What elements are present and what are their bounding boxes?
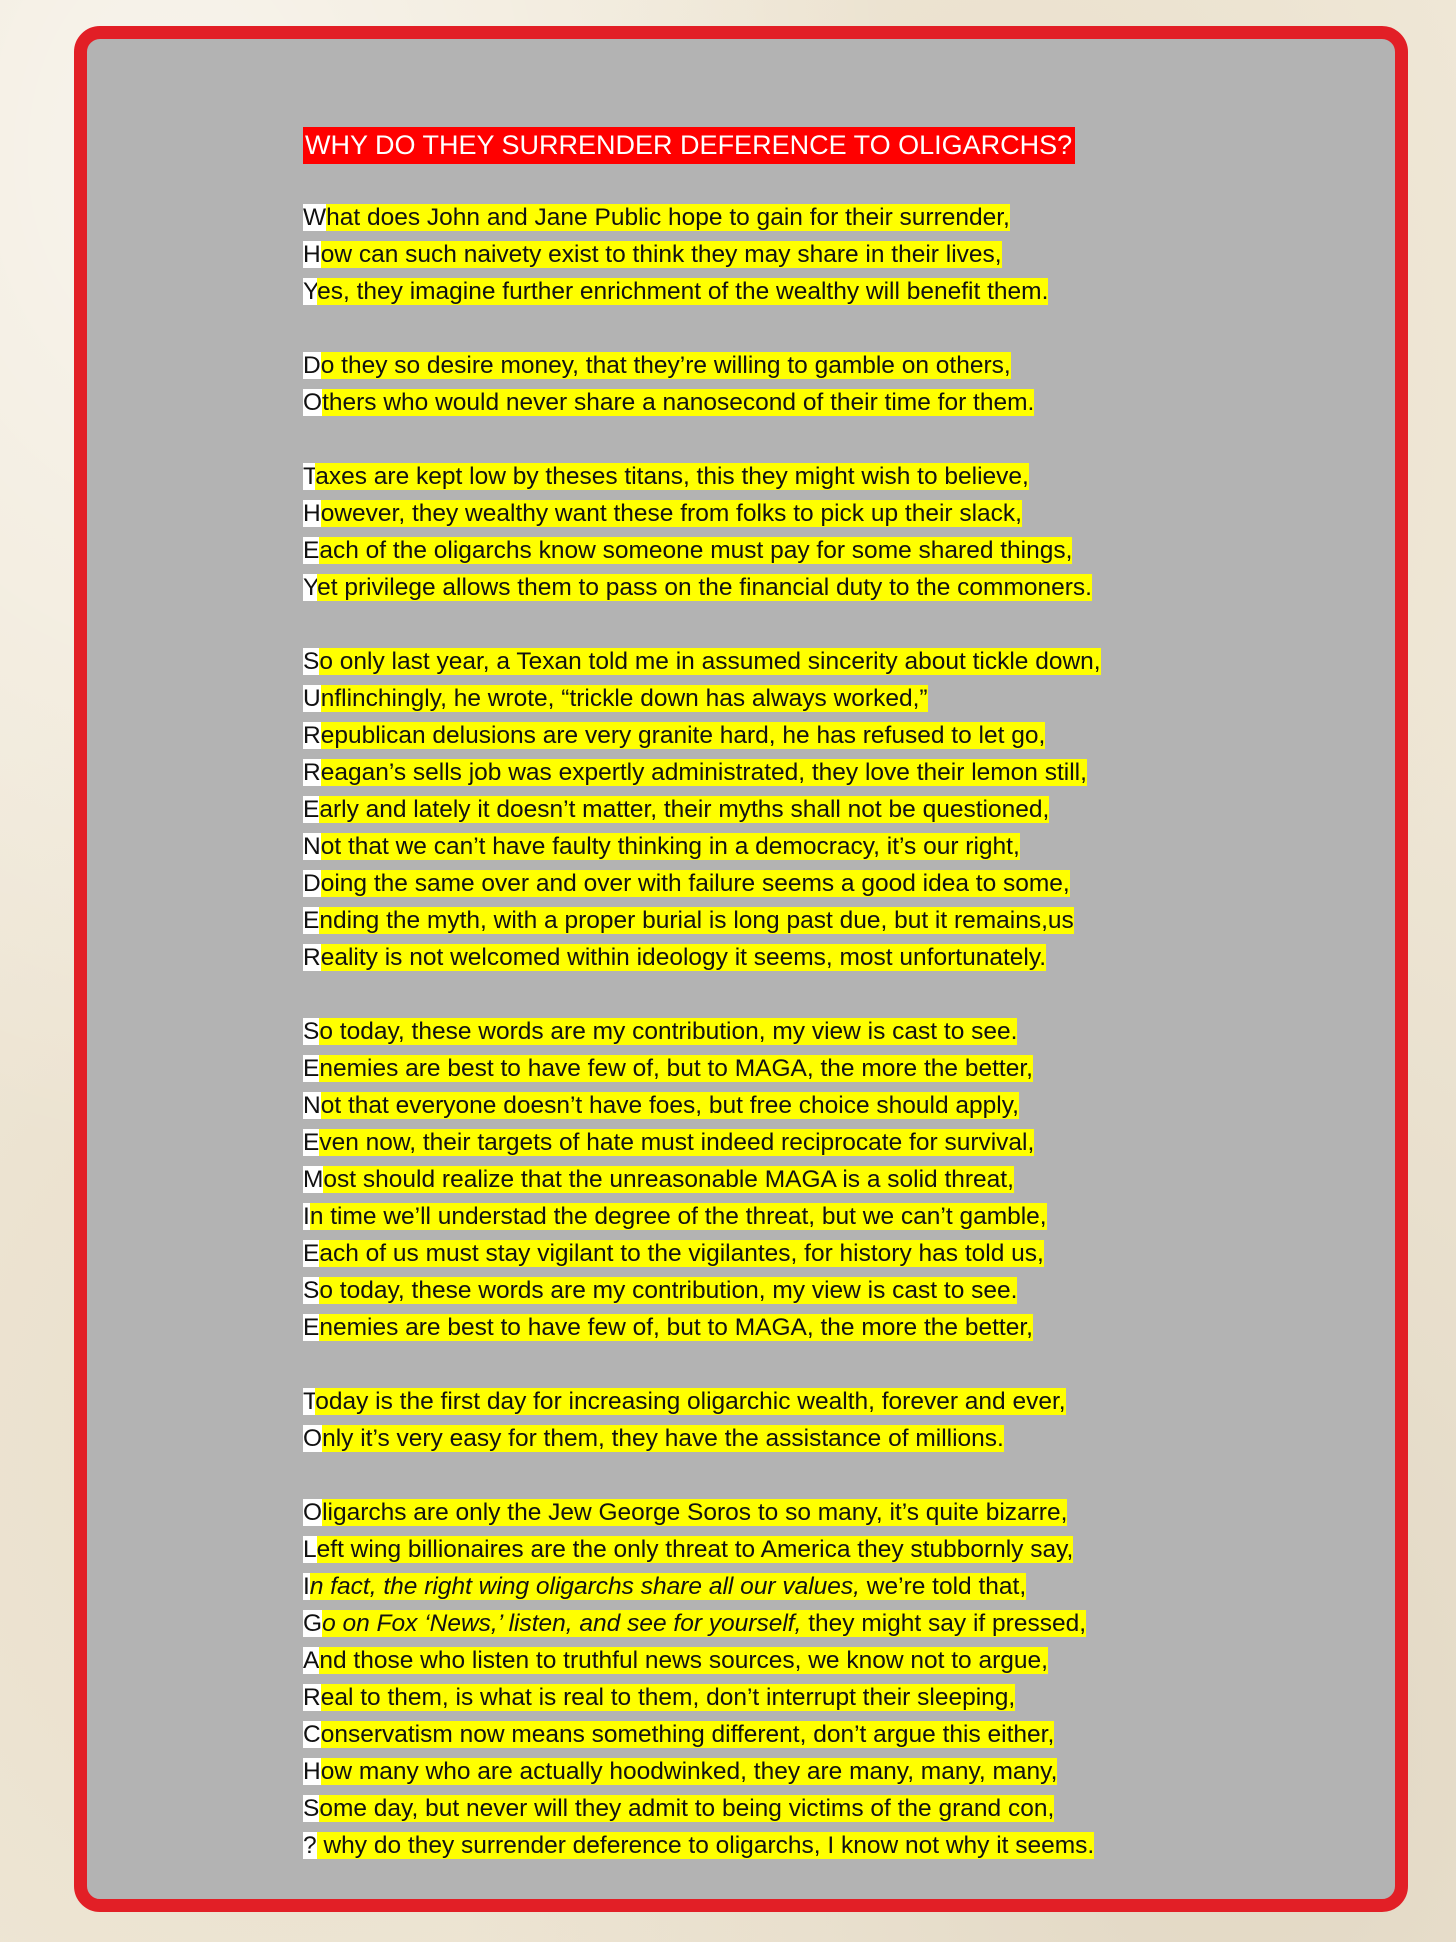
stanza-gap (303, 1459, 1323, 1496)
line-text: o today, these words are my contribution, my view is cast to see. (319, 1277, 1018, 1304)
acrostic-letter: S (303, 1277, 320, 1304)
acrostic-letter: N (303, 833, 321, 860)
acrostic-letter: Y (303, 278, 318, 305)
line-text: ost should realize that the unreasonable MAGA is a solid threat, (323, 1166, 1014, 1193)
stanza (303, 349, 1323, 423)
poem-line (303, 1533, 1323, 1570)
line-text: ot that we can’t have faulty thinking in a democracy, it’s our right, (320, 833, 1020, 860)
line-text: axes are kept low by theses titans, this they might wish to believe, (315, 463, 1029, 490)
line-text: nemies are best to have few of, but to MAGA, the more the better, (319, 1055, 1033, 1082)
stanza-gap (303, 312, 1323, 349)
poem-line (303, 1681, 1323, 1718)
title-line (303, 127, 1323, 164)
line-text (322, 1610, 1086, 1637)
acrostic-letter: E (303, 1240, 320, 1267)
poem-line (303, 201, 1323, 238)
poem-line (303, 830, 1323, 867)
acrostic-letter: E (303, 796, 320, 823)
poem-line (303, 1126, 1323, 1163)
line-text: thers who would never share a nanosecond of their time for them. (322, 389, 1035, 416)
poem-line (303, 1385, 1323, 1422)
stanza-gap (303, 608, 1323, 645)
line-text: nly it’s very easy for them, they have the assistance of millions. (322, 1425, 1004, 1452)
line-text: ot that everyone doesn’t have foes, but free choice should apply, (320, 1092, 1019, 1119)
line-text: nd those who listen to truthful news sources, we know not to argue, (319, 1647, 1048, 1674)
poem-line (303, 1755, 1323, 1792)
acrostic-letter: O (303, 1425, 323, 1452)
line-text: et privilege allows them to pass on the financial duty to the commoners. (317, 574, 1092, 601)
poem-line (303, 1311, 1323, 1348)
poem-line (303, 941, 1323, 978)
line-text: ven now, their targets of hate must indeed reciprocate for survival, (319, 1129, 1035, 1156)
poem-line (303, 904, 1323, 941)
acrostic-letter: S (303, 1018, 320, 1045)
acrostic-letter: E (303, 907, 320, 934)
line-text: o today, these words are my contribution, my view is cast to see. (319, 1018, 1018, 1045)
stanza (303, 201, 1323, 312)
line-text: es, they imagine further enrichment of the wealthy will benefit them. (317, 278, 1049, 305)
line-text: epublican delusions are very granite hard, he has refused to let go, (320, 722, 1046, 749)
acrostic-letter: I (303, 1203, 310, 1230)
poem-line (303, 1607, 1323, 1644)
acrostic-letter: E (303, 1129, 320, 1156)
line-text: oing the same over and over with failure seems a good idea to some, (320, 870, 1070, 897)
acrostic-letter: R (303, 944, 321, 971)
acrostic-letter: R (303, 722, 321, 749)
line-text: o only last year, a Texan told me in assumed sincerity about tickle down, (319, 648, 1101, 675)
poem-line (303, 275, 1323, 312)
poem-line (303, 867, 1323, 904)
acrostic-letter: E (303, 1314, 320, 1341)
acrostic-letter: Y (303, 574, 318, 601)
line-text: ome day, but never will they admit to being victims of the grand con, (319, 1795, 1055, 1822)
line-text: eality is not welcomed within ideology it seems, most unfortunately. (320, 944, 1047, 971)
poem-line (303, 497, 1323, 534)
poem-line (303, 238, 1323, 275)
poem-line (303, 571, 1323, 608)
acrostic-letter: E (303, 537, 320, 564)
line-text: nflinchingly, he wrote, “trickle down has always worked,” (320, 685, 928, 712)
poem-line (303, 1163, 1323, 1200)
acrostic-letter: H (303, 1758, 321, 1785)
line-text: arly and lately it doesn’t matter, their myths shall not be questioned, (319, 796, 1050, 823)
stanza (303, 645, 1323, 978)
stanza (303, 460, 1323, 608)
line-text: nemies are best to have few of, but to MAGA, the more the better, (319, 1314, 1033, 1341)
acrostic-letter: M (303, 1166, 324, 1193)
acrostic-letter: T (303, 463, 316, 490)
poem-line (303, 793, 1323, 830)
line-text: eal to them, is what is real to them, don’t interrupt their sleeping, (320, 1684, 1016, 1711)
acrostic-letter: N (303, 1092, 321, 1119)
acrostic-letter: H (303, 500, 321, 527)
line-text: ach of the oligarchs know someone must pay for some shared things, (319, 537, 1073, 564)
line-text: onservatism now means something different, don’t argue this either, (320, 1721, 1055, 1748)
line-text: ach of us must stay vigilant to the vigilantes, for history has told us, (319, 1240, 1044, 1267)
line-text: nding the myth, with a proper burial is long past due, but it remains,us (319, 907, 1074, 934)
acrostic-letter: S (303, 1795, 320, 1822)
acrostic-letter: L (303, 1536, 317, 1563)
stanza (303, 1385, 1323, 1459)
line-text: owever, they wealthy want these from folks to pick up their slack, (320, 500, 1022, 527)
acrostic-letter: R (303, 1684, 321, 1711)
poem-line (303, 386, 1323, 423)
stanza-gap (303, 1348, 1323, 1385)
poem-line (303, 645, 1323, 682)
poem-line (303, 1496, 1323, 1533)
poem-line (303, 1274, 1323, 1311)
poem-line (303, 1644, 1323, 1681)
poem-line (303, 1570, 1323, 1607)
acrostic-letter: O (303, 1499, 323, 1526)
line-text: ow can such naivety exist to think they may share in their lives, (320, 241, 1002, 268)
line-text: oday is the first day for increasing oligarchic wealth, forever and ever, (315, 1388, 1066, 1415)
poster-frame (74, 26, 1408, 1912)
acrostic-letter: S (303, 648, 320, 675)
acrostic-letter: H (303, 241, 321, 268)
stanza-container (303, 201, 1323, 1866)
poem-line (303, 719, 1323, 756)
line-text: o they so desire money, that they’re willing to gamble on others, (320, 352, 1011, 379)
acrostic-letter: C (303, 1721, 321, 1748)
line-text: hat does John and Jane Public hope to gain for their surrender, (326, 204, 1010, 231)
poem (303, 127, 1323, 1866)
line-tail-text: we’re told that, (860, 1573, 1027, 1600)
poem-line (303, 1718, 1323, 1755)
poem-line (303, 460, 1323, 497)
stanza (303, 1015, 1323, 1348)
stanza-gap (303, 978, 1323, 1015)
line-italic-text: o on Fox ‘News,’ listen, and see for yourself, (322, 1610, 802, 1637)
line-tail-text: they might say if pressed, (801, 1610, 1087, 1637)
acrostic-letter: E (303, 1055, 320, 1082)
line-text: n time we’ll understad the degree of the threat, but we can’t gamble, (309, 1203, 1047, 1230)
acrostic-letter: R (303, 759, 321, 786)
poem-line (303, 756, 1323, 793)
line-text: eagan’s sells job was expertly administrated, they love their lemon still, (320, 759, 1087, 786)
acrostic-letter: A (303, 1647, 320, 1674)
acrostic-letter: G (303, 1610, 323, 1637)
line-text: ow many who are actually hoodwinked, they are many, many, many, (320, 1758, 1058, 1785)
poem-title: WHY DO THEY SURRENDER DEFERENCE TO OLIGARCHS? (303, 127, 1075, 164)
poem-line (303, 1089, 1323, 1126)
acrostic-letter: D (303, 870, 321, 897)
line-text (310, 1573, 1026, 1600)
poem-line (303, 1015, 1323, 1052)
line-text: ligarchs are only the Jew George Soros to so many, it’s quite bizarre, (322, 1499, 1068, 1526)
stanza-gap (303, 423, 1323, 460)
poem-line (303, 349, 1323, 386)
line-italic-text: n fact, the right wing oligarchs share all our values, (309, 1573, 860, 1600)
acrostic-letter: I (303, 1573, 310, 1600)
poem-line (303, 1422, 1323, 1459)
acrostic-letter: D (303, 352, 321, 379)
line-text: why do they surrender deference to oligarchs, I know not why it seems. (316, 1832, 1095, 1859)
acrostic-letter: ? (303, 1832, 317, 1859)
poem-line (303, 682, 1323, 719)
poem-line (303, 1829, 1323, 1866)
poem-line (303, 1052, 1323, 1089)
line-text: eft wing billionaires are the only threat to America they stubbornly say, (316, 1536, 1074, 1563)
poem-line (303, 1200, 1323, 1237)
poem-line (303, 1792, 1323, 1829)
acrostic-letter: O (303, 389, 323, 416)
stanza (303, 1496, 1323, 1866)
acrostic-letter: T (303, 1388, 316, 1415)
poem-line (303, 534, 1323, 571)
acrostic-letter: W (303, 204, 327, 231)
acrostic-letter: U (303, 685, 321, 712)
poem-line (303, 1237, 1323, 1274)
